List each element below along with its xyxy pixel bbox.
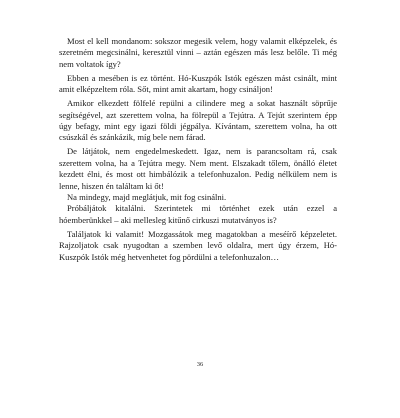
paragraph-1: Most el kell mondanom: sokszor megesik velem, hogy valamit elképzelek, és szeretném megcsinálni, keresztül vinni – aztán egészen más lesz belőle. Ti még nem voltatok így? <box>59 36 337 69</box>
paragraph-6: Próbáljátok kitalálni. Szerintetek mi történhet ezek után ezzel a hóemberünkkel – aki mellesleg kitűnő cirkuszi mutatványos is? <box>59 203 337 225</box>
body-text <box>59 36 337 266</box>
paragraph-3: Amikor elkezdett fölfelé repülni a cilindere meg a sokat használt söprűje segítségével, azt szerettem volna, ha fölrepül a Tejútra. A Tejút szerintem épp úgy befagy, mint egy igazi földi jégpálya. Kívántam, szerettem volna, ha ott csúszkál és szánkázik, míg bele nem fárad. <box>59 98 337 143</box>
paragraph-7: Találjatok ki valamit! Mozgassátok meg magatokban a meséírő képzeletet. Rajzoljatok csak nyugodtan a szemben levő oldalra, mert úgy érzem, Hó-Kuszpók Istók még hetvenhetet fog pördülni a telefonhuzalon… <box>59 228 337 262</box>
paragraph-5: Na mindegy, majd meglátjuk, mit fog csinálni. <box>67 192 227 203</box>
paragraph-4: De látjátok, nem engedelmeskedett. Igaz, nem is parancsoltam rá, csak szerettem volna, ha a Tejútra megy. Nem ment. Elszakadt tőlem, önálló életet kezdett élni, és most ott himbálózik a telefonhuzalon. Pedig nélkülem nem is lenne, hiszen én találtam ki őt! <box>59 146 337 191</box>
page-number: 36 <box>196 361 204 368</box>
paragraph-2: Ebben a mesében is ez történt. Hó-Kuszpók Istók egészen mást csinált, mint amit elképzeltem róla. Sőt, mint amit akartam, hogy csináljon! <box>59 72 337 95</box>
